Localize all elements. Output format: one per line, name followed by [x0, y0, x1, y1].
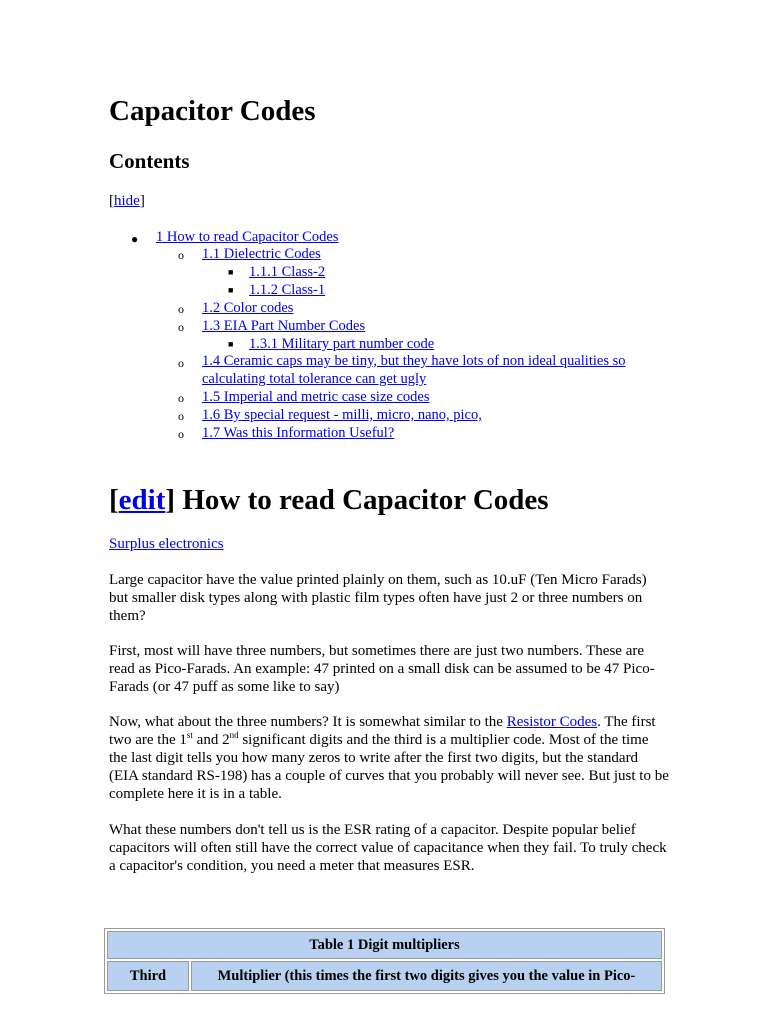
digit-multipliers-table	[104, 928, 665, 994]
toc-link-1-5[interactable]: 1.5 Imperial and metric case size codes	[202, 389, 430, 405]
paragraph-4: What these numbers don't tell us is the ESR rating of a capacitor. Despite popular belief capacitors will often still have the correct value of capacitance when they fail. To truly check a capacitor's condition, you need a meter that measures ESR.	[109, 822, 667, 874]
toc-link-1-1-2[interactable]: 1.1.2 Class-1	[249, 282, 326, 298]
table-header-multiplier: Multiplier (this times the first two digits gives you the value in Pico-	[191, 961, 662, 991]
toc-item	[202, 353, 626, 370]
toc-link-1-4[interactable]: 1.4 Ceramic caps may be tiny, but they have lots of non ideal qualities so	[202, 353, 626, 369]
toc-bullet-circle: o	[178, 356, 184, 370]
toc-link-1-6[interactable]: 1.6 By special request - milli, micro, nano, pico,	[202, 407, 482, 423]
superscript: st	[186, 730, 193, 740]
toc-bullet-circle: o	[178, 248, 184, 262]
bracket-open: [	[109, 193, 114, 209]
toc-item	[202, 407, 482, 424]
page-title: Capacitor Codes	[109, 95, 316, 127]
toc-bullet-circle: o	[178, 409, 184, 423]
toc-item	[249, 282, 325, 299]
text-span: significant digits and the third is a multiplier code. Most of the time the last digit tells you how many zeros to write after the first two digits, but the standard (EIA standard RS-198) has a couple of curves that you probably will never see. But just to be complete here it is in a table.	[109, 732, 669, 802]
toc-item-continuation	[202, 371, 426, 388]
toc-link-1-7[interactable]: 1.7 Was this Information Useful?	[202, 425, 395, 441]
resistor-codes-link[interactable]: Resistor Codes	[506, 714, 598, 730]
bracket-close: ]	[139, 193, 145, 209]
toc-bullet-circle: o	[178, 391, 184, 405]
text-span: Now, what about the three numbers? It is somewhat similar to the	[109, 714, 507, 730]
toc-link-1-2[interactable]: 1.2 Color codes	[202, 300, 294, 316]
toc-item	[202, 300, 293, 317]
bracket-close: ]	[165, 484, 176, 516]
text-span: . The first two are the 1	[109, 714, 656, 748]
toc-item	[202, 389, 429, 406]
surplus-link-paragraph	[109, 535, 669, 553]
section-heading-text: How to read Capacitor Codes	[175, 484, 549, 516]
paragraph-1: Large capacitor have the value printed plainly on them, such as 10.uF (Ten Micro Farads) but smaller disk types along with plastic film types often have just 2 or three numbers on them?	[109, 572, 647, 624]
contents-heading: Contents	[109, 149, 190, 173]
toc-link-1-4-cont[interactable]: calculating total tolerance can get ugly	[202, 371, 427, 387]
surplus-electronics-link[interactable]: Surplus electronics	[109, 536, 224, 552]
toc-bullet-circle: o	[178, 320, 184, 334]
toc-item	[202, 246, 321, 263]
toc-item	[156, 229, 338, 246]
toc-hide-link[interactable]: hide	[114, 193, 140, 209]
toc-hide-toggle-wrapper	[109, 192, 145, 210]
toc-bullet-disc: ●	[131, 232, 139, 246]
toc-bullet-circle: o	[178, 427, 184, 441]
toc-bullet-circle: o	[178, 302, 184, 316]
toc-bullet-square: ■	[228, 267, 234, 277]
toc-item	[202, 318, 365, 335]
toc-bullet-square: ■	[228, 339, 234, 349]
edit-link[interactable]: edit	[118, 484, 166, 516]
paragraph-3	[109, 713, 669, 803]
paragraph-2: First, most will have three numbers, but sometimes there are just two numbers. These are read as Pico-Farads. An example: 47 printed on a small disk can be assumed to be 47 Pico-Farads (or 47 puff as some like to say)	[109, 643, 655, 695]
toc-link-1-3[interactable]: 1.3 EIA Part Number Codes	[202, 318, 366, 334]
text-span: and 2	[192, 732, 230, 748]
toc-link-1-1-1[interactable]: 1.1.1 Class-2	[249, 264, 326, 280]
toc-item	[249, 264, 325, 281]
toc-item	[202, 425, 394, 442]
section-heading	[109, 482, 549, 518]
bracket-open: [	[109, 484, 119, 516]
toc-link-1-1[interactable]: 1.1 Dielectric Codes	[202, 246, 321, 262]
toc-link-1[interactable]: 1 How to read Capacitor Codes	[156, 229, 339, 245]
table-header-third: Third	[107, 961, 189, 991]
table-caption: Table 1 Digit multipliers	[107, 931, 662, 959]
superscript: nd	[229, 730, 239, 740]
toc-item	[249, 336, 434, 353]
toc-bullet-square: ■	[228, 285, 234, 295]
toc-link-1-3-1[interactable]: 1.3.1 Military part number code	[249, 336, 435, 352]
